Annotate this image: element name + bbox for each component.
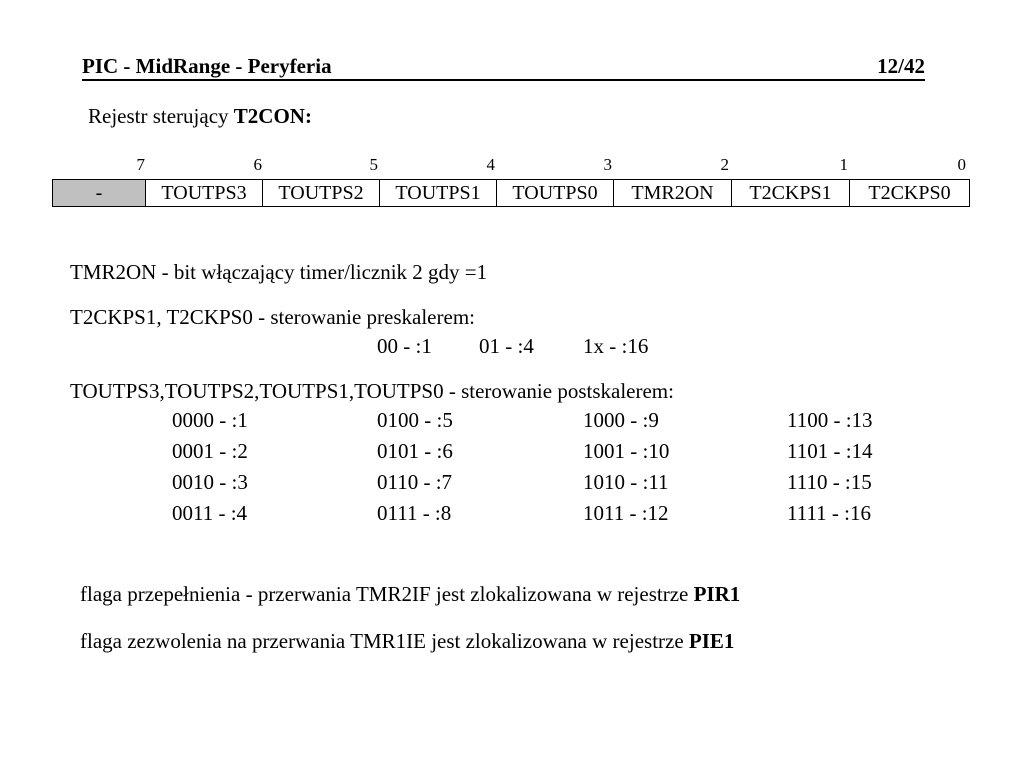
bit-number: 5 <box>369 155 378 174</box>
postscaler-column <box>583 407 669 531</box>
enable-flag-register: PIE1 <box>688 629 735 653</box>
postscaler-column <box>377 407 453 531</box>
page-number: 12/42 <box>877 54 925 78</box>
enable-flag-text: flaga zezwolenia na przerwania TMR1IE jest zlokalizowana w rejestrze <box>80 629 689 653</box>
postscaler-option: 1010 - :11 <box>583 470 669 494</box>
overflow-flag-register: PIR1 <box>693 582 741 606</box>
bit-number: 3 <box>603 155 612 174</box>
bit-number: 6 <box>253 155 262 174</box>
register-name: T2CON: <box>233 104 312 128</box>
prescaler-description: T2CKPS1, T2CKPS0 - sterowanie preskalerem: <box>70 305 475 329</box>
slide-title: PIC - MidRange - Peryferia <box>82 54 332 78</box>
overflow-flag-text: flaga przepełnienia - przerwania TMR2IF jest zlokalizowana w rejestrze <box>80 582 694 606</box>
register-bit-toutps2: TOUTPS2 <box>263 180 380 207</box>
t2con-register-table <box>52 179 970 207</box>
postscaler-option: 1000 - :9 <box>583 408 659 432</box>
postscaler-option: 1100 - :13 <box>787 408 873 432</box>
enable-flag-note <box>80 628 734 654</box>
postscaler-option: 1111 - :16 <box>787 501 871 525</box>
postscaler-description: TOUTPS3,TOUTPS2,TOUTPS1,TOUTPS0 - sterowanie postskalerem: <box>70 379 674 403</box>
prescaler-option: 00 - :1 <box>377 334 432 358</box>
register-heading-prefix: Rejestr sterujący <box>88 104 234 128</box>
bit-number-row <box>52 155 969 175</box>
postscaler-option: 0100 - :5 <box>377 408 453 432</box>
bit-number: 4 <box>486 155 495 174</box>
postscaler-option: 0110 - :7 <box>377 470 453 494</box>
slide-header <box>82 53 925 81</box>
bit-number: 7 <box>136 155 145 174</box>
postscaler-options-grid <box>172 407 932 531</box>
register-bit-tmr2on: TMR2ON <box>614 180 732 207</box>
register-bit-t2ckps1: T2CKPS1 <box>732 180 850 207</box>
postscaler-option: 0001 - :2 <box>172 439 248 463</box>
overflow-flag-note <box>80 581 740 607</box>
register-bit-toutps1: TOUTPS1 <box>380 180 497 207</box>
register-bit-toutps3: TOUTPS3 <box>146 180 263 207</box>
postscaler-option: 1001 - :10 <box>583 439 670 463</box>
register-heading <box>88 103 312 129</box>
bit-number: 2 <box>720 155 729 174</box>
prescaler-option: 01 - :4 <box>479 334 534 358</box>
postscaler-column <box>787 407 873 531</box>
postscaler-option: 0000 - :1 <box>172 408 248 432</box>
postscaler-option: 0011 - :4 <box>172 501 248 525</box>
tmr2on-description: TMR2ON - bit włączający timer/licznik 2 gdy =1 <box>70 260 488 284</box>
postscaler-option: 1101 - :14 <box>787 439 873 463</box>
bit-number: 0 <box>957 155 966 174</box>
postscaler-column <box>172 407 248 531</box>
postscaler-option: 0101 - :6 <box>377 439 453 463</box>
register-bit-toutps0: TOUTPS0 <box>497 180 614 207</box>
postscaler-option: 1110 - :15 <box>787 470 872 494</box>
register-bit-t2ckps0: T2CKPS0 <box>850 180 970 207</box>
prescaler-option: 1x - :16 <box>583 334 649 358</box>
register-bits-row <box>53 180 970 207</box>
postscaler-option: 0111 - :8 <box>377 501 452 525</box>
register-bit-unused: - <box>53 180 146 207</box>
postscaler-option: 1011 - :12 <box>583 501 669 525</box>
bit-number: 1 <box>839 155 848 174</box>
postscaler-option: 0010 - :3 <box>172 470 248 494</box>
